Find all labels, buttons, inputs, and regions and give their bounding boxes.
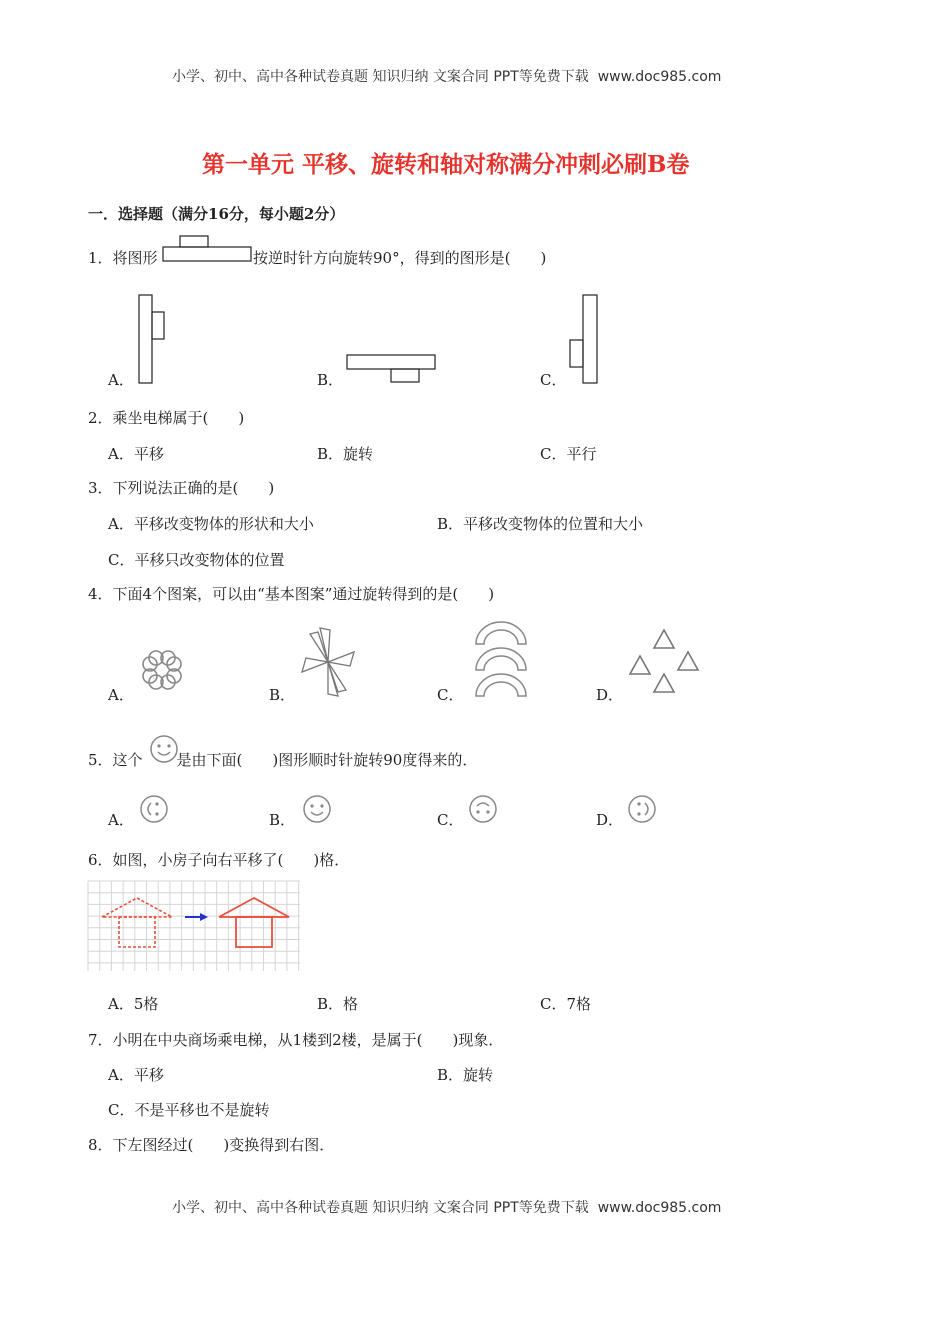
- q5-face-rotated-right-icon: [138, 793, 170, 825]
- q5-face-upright-icon: [301, 793, 333, 825]
- question-4: 4．下面4个图案，可以由“基本图案”通过旋转得到的是( ): [88, 585, 495, 603]
- question-5: 5．这个 是由下面( )图形顺时针旋转90度得来的．: [88, 751, 478, 769]
- question-7: 7．小明在中央商场乘电梯，从1楼到2楼，是属于( )现象．: [88, 1031, 504, 1049]
- q4-option-c[interactable]: C．: [437, 686, 464, 704]
- q4-clover-icon: [137, 645, 187, 695]
- q5-option-c[interactable]: C．: [437, 811, 464, 829]
- q1-option-c[interactable]: C．: [540, 371, 567, 389]
- question-1-text: 按逆时针方向旋转90°，得到的图形是( ): [253, 249, 547, 267]
- q6-option-c[interactable]: C．7格: [540, 995, 592, 1013]
- q2-option-a[interactable]: A．平移: [108, 445, 164, 463]
- q1-option-c-shape: [569, 295, 601, 385]
- q6-grid-figure: [88, 881, 302, 973]
- q4-option-d[interactable]: D．: [596, 686, 624, 704]
- footer-url[interactable]: www.doc985.com: [597, 1200, 722, 1216]
- q3-option-b[interactable]: B．平移改变物体的位置和大小: [437, 515, 644, 533]
- q5-option-a[interactable]: A．: [108, 811, 134, 829]
- page-header: [172, 66, 721, 86]
- q2-option-b[interactable]: B．旋转: [317, 445, 374, 463]
- q3-option-a[interactable]: A．平移改变物体的形状和大小: [108, 515, 314, 533]
- question-6: 6．如图，小房子向右平移了( )格．: [88, 851, 350, 869]
- question-8: 8．下左图经过( )变换得到右图．: [88, 1136, 335, 1154]
- header-url[interactable]: www.doc985.com: [597, 69, 722, 85]
- q4-pinwheel-icon: [298, 626, 358, 698]
- q5-face-upside-down-icon: [467, 793, 499, 825]
- q2-option-c[interactable]: C．平行: [540, 445, 597, 463]
- q4-option-a[interactable]: A．: [108, 686, 134, 704]
- q1-option-a[interactable]: A．: [108, 371, 134, 389]
- footer-text: 小学、初中、高中各种试卷真题 知识归纳 文案合同 PPT等免费下载: [172, 1200, 589, 1216]
- question-2: 2．乘坐电梯属于( ): [88, 409, 245, 427]
- q4-option-b[interactable]: B．: [269, 686, 296, 704]
- q6-option-b[interactable]: B．格: [317, 995, 359, 1013]
- header-text: 小学、初中、高中各种试卷真题 知识归纳 文案合同 PPT等免费下载: [172, 69, 589, 85]
- q5-face-rotated-left-icon: [626, 793, 658, 825]
- q3-option-c[interactable]: C．平移只改变物体的位置: [108, 551, 285, 569]
- section-heading: 一．选择题（满分16分，每小题2分）: [88, 205, 345, 223]
- page-title: 第一单元 平移、旋转和轴对称满分冲刺必刷B卷: [202, 151, 690, 178]
- q5-option-d[interactable]: D．: [596, 811, 624, 829]
- q1-option-b-shape: [347, 355, 439, 385]
- q5-option-b[interactable]: B．: [269, 811, 296, 829]
- q6-option-a[interactable]: A．5格: [108, 995, 159, 1013]
- q7-option-b[interactable]: B．旋转: [437, 1066, 494, 1084]
- q4-triangles-icon: [628, 626, 704, 696]
- page-footer: [172, 1197, 721, 1217]
- q5-smiley-icon: [148, 733, 180, 765]
- q7-option-c[interactable]: C．不是平移也不是旋转: [108, 1101, 270, 1119]
- q4-arches-icon: [470, 620, 532, 700]
- q1-option-b[interactable]: B．: [317, 371, 344, 389]
- question-1: 1．将图形: [88, 249, 158, 267]
- q7-option-a[interactable]: A．平移: [108, 1066, 164, 1084]
- q1-option-a-shape: [138, 295, 168, 385]
- q1-base-shape: [163, 236, 253, 264]
- question-3: 3．下列说法正确的是( ): [88, 479, 275, 497]
